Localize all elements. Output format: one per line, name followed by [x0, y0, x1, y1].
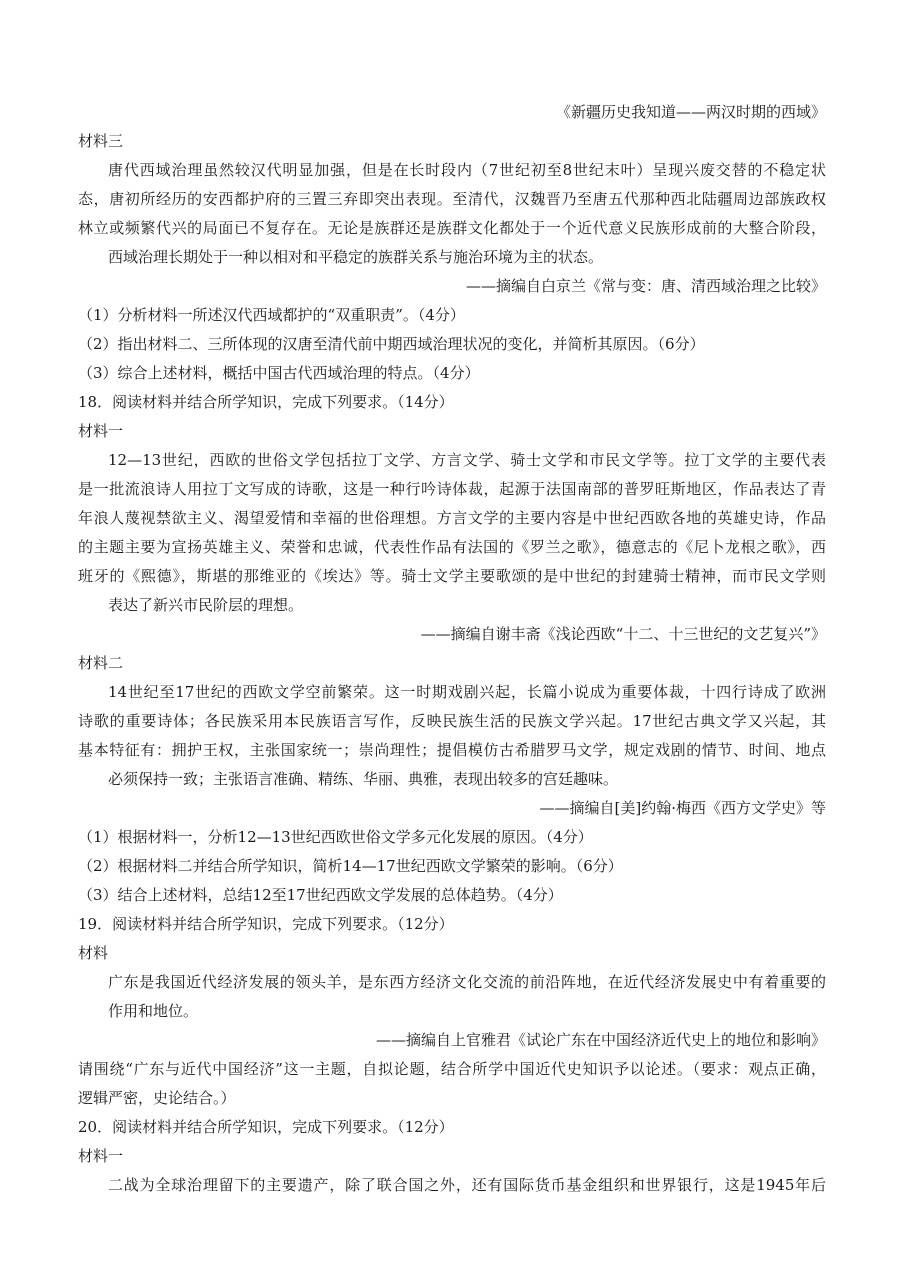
- text-line-question: （3）综合上述材料，概括中国古代西域治理的特点。（4分）: [78, 364, 480, 382]
- text-line-question: （1）分析材料一所述汉代西域都护的“双重职责”。（4分）: [78, 306, 465, 324]
- text-line-para-last: 必须保持一致；主张语言准确、精练、华丽、典雅，表现出较多的宫廷趣味。: [108, 770, 619, 788]
- text-line-question: （3）结合上述材料，总结12至17世纪西欧文学发展的总体趋势。（4分）: [78, 886, 563, 904]
- text-line-question: （1）根据材料一，分析12—13世纪西欧世俗文学多元化发展的原因。（4分）: [78, 828, 593, 846]
- text-line-para: 的主题主要为宣扬英雄主义、荣誉和忠诚，代表性作品有法国的《罗兰之歌》，德意志的《尼卜龙根之歌》，西: [78, 538, 826, 556]
- text-line-para-first: 唐代西域治理虽然较汉代明显加强，但是在长时段内（7世纪初至8世纪末叶）呈现兴废交替的不稳定状: [108, 161, 826, 179]
- text-line-para: 基本特征有：拥护王权，主张国家统一；崇尚理性；提倡模仿古希腊罗马文学，规定戏剧的情节、时间、地点: [78, 741, 826, 759]
- text-line-question: 逻辑严密，史论结合。）: [78, 1089, 236, 1107]
- text-line-label: 材料一: [78, 422, 124, 440]
- text-line-question: 20．阅读材料并结合所学知识，完成下列要求。（12分）: [78, 1118, 454, 1136]
- text-line-label: 材料二: [78, 654, 124, 672]
- text-line-para-first: 12—13世纪，西欧的世俗文学包括拉丁文学、方言文学、骑士文学和市民文学等。拉丁文学的主要代表: [108, 451, 826, 469]
- text-line-source: 《新疆历史我知道——两汉时期的西域》: [555, 103, 826, 121]
- text-line-para: 林立或频繁代兴的局面已不复存在。无论是族群还是族群文化都处于一个近代意义民族形成前的大整合阶段，: [78, 219, 826, 237]
- text-line-label: 材料一: [78, 1147, 124, 1165]
- text-line-question: （2）根据材料二并结合所学知识，简析14—17世纪西欧文学繁荣的影响。（6分）: [78, 857, 623, 875]
- text-line-para-last: 西域治理长期处于一种以相对和平稳定的族群关系与施治环境为主的状态。: [108, 248, 604, 266]
- text-line-source: ——摘编自[美]约翰·梅西《西方文学史》等: [539, 799, 826, 817]
- text-line-label: 材料: [78, 944, 109, 962]
- text-line-para-first: 广东是我国近代经济发展的领头羊，是东西方经济文化交流的前沿阵地，在近代经济发展史中有着重要的: [108, 973, 826, 991]
- text-line-para-first: 二战为全球治理留下的主要遗产，除了联合国之外，还有国际货币基金组织和世界银行，这是1945年后: [108, 1176, 826, 1194]
- text-line-source: ——摘编自上官雅君《试论广东在中国经济近代史上的地位和影响》: [375, 1031, 826, 1049]
- text-line-source: ——摘编自谢丰斋《浅论西欧“十二、十三世纪的文艺复兴”》: [420, 625, 826, 643]
- text-line-question: 18．阅读材料并结合所学知识，完成下列要求。（14分）: [78, 393, 454, 411]
- text-line-para: 诗歌的重要诗体；各民族采用本民族语言写作，反映民族生活的民族文学兴起。17世纪古典文学又兴起，其: [78, 712, 826, 730]
- text-line-para-last: 表达了新兴市民阶层的理想。: [108, 596, 304, 614]
- text-line-para: 是一批流浪诗人用拉丁文写成的诗歌，这是一种行吟诗体裁，起源于法国南部的普罗旺斯地区，作品表达了青: [78, 480, 826, 498]
- text-line-para: 请围绕“广东与近代中国经济”这一主题，自拟论题，结合所学中国近代史知识予以论述。（要求：观点正确，: [78, 1060, 826, 1078]
- text-line-question: （2）指出材料二、三所体现的汉唐至清代前中期西域治理状况的变化，并简析其原因。（6分）: [78, 335, 705, 353]
- text-line-para-first: 14世纪至17世纪的西欧文学空前繁荣。这一时期戏剧兴起，长篇小说成为重要体裁，十四行诗成了欧洲: [108, 683, 826, 701]
- text-line-source: ——摘编自白京兰《常与变：唐、清西域治理之比较》: [465, 277, 826, 295]
- text-line-para: 年浪人蔑视禁欲主义、渴望爱情和幸福的世俗理想。方言文学的主要内容是中世纪西欧各地的英雄史诗，作品: [78, 509, 826, 527]
- text-line-para: 班牙的《熙德》，斯堪的那维亚的《埃达》等。骑士文学主要歌颂的是中世纪的封建骑士精神，而市民文学则: [78, 567, 826, 585]
- text-line-para-last: 作用和地位。: [108, 1002, 199, 1020]
- text-line-label: 材料三: [78, 132, 124, 150]
- text-line-para: 态，唐初所经历的安西都护府的三置三弃即突出表现。至清代，汉魏晋乃至唐五代那种西北陆疆周边部族政权: [78, 190, 826, 208]
- text-line-question: 19．阅读材料并结合所学知识，完成下列要求。（12分）: [78, 915, 454, 933]
